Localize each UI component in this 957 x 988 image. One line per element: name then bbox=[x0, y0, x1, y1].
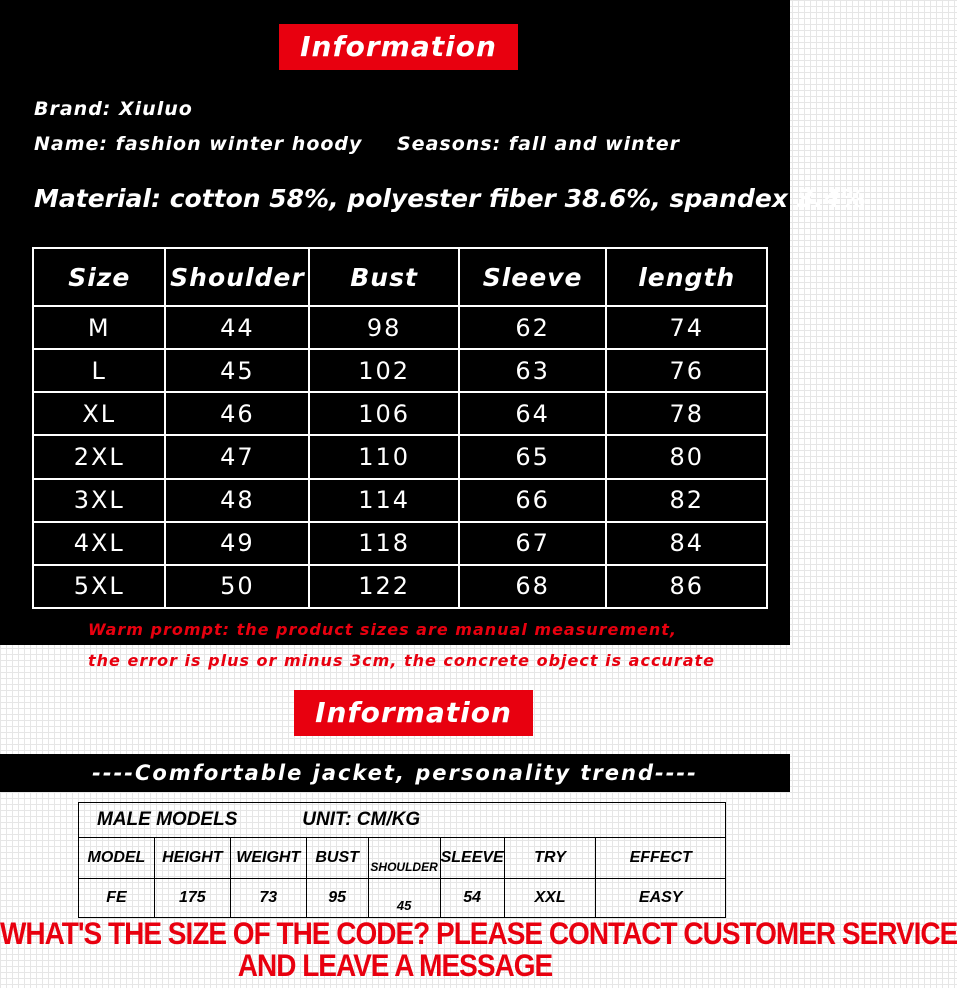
size-cell: 3XL bbox=[33, 479, 165, 522]
size-chart-header-row bbox=[33, 248, 767, 306]
length-cell: 80 bbox=[606, 435, 767, 478]
col-sleeve: SLEEVE bbox=[440, 838, 504, 879]
models-header-row bbox=[79, 838, 726, 879]
table-row bbox=[33, 435, 767, 478]
sleeve-value: 54 bbox=[440, 879, 504, 918]
information-banner-top: Information bbox=[279, 24, 518, 70]
table-row bbox=[33, 306, 767, 349]
male-models-table bbox=[78, 802, 726, 918]
header-sleeve: Sleeve bbox=[459, 248, 607, 306]
sleeve-cell: 68 bbox=[459, 565, 607, 608]
length-cell: 82 bbox=[606, 479, 767, 522]
weight-value: 73 bbox=[230, 879, 306, 918]
table-row bbox=[33, 479, 767, 522]
shoulder-cell: 44 bbox=[165, 306, 309, 349]
size-cell: L bbox=[33, 349, 165, 392]
size-cell: XL bbox=[33, 392, 165, 435]
length-cell: 84 bbox=[606, 522, 767, 565]
col-try: TRY bbox=[504, 838, 596, 879]
material-text: Material: cotton 58%, polyester fiber 38.6%, spandex 3.4% bbox=[34, 184, 866, 213]
table-row bbox=[33, 565, 767, 608]
col-weight: WEIGHT bbox=[230, 838, 306, 879]
length-cell: 74 bbox=[606, 306, 767, 349]
col-bust: BUST bbox=[306, 838, 368, 879]
table-row bbox=[79, 879, 726, 918]
bust-cell: 110 bbox=[309, 435, 458, 478]
size-cell: 5XL bbox=[33, 565, 165, 608]
sleeve-cell: 63 bbox=[459, 349, 607, 392]
shoulder-cell: 49 bbox=[165, 522, 309, 565]
brand-text: Brand: Xiuluo bbox=[34, 98, 193, 120]
models-title: MALE MODELS bbox=[97, 809, 238, 830]
header-bust: Bust bbox=[309, 248, 458, 306]
bust-cell: 118 bbox=[309, 522, 458, 565]
try-value: XXL bbox=[504, 879, 596, 918]
effect-value: EASY bbox=[596, 879, 726, 918]
seasons-text: Seasons: fall and winter bbox=[397, 133, 681, 155]
sleeve-cell: 66 bbox=[459, 479, 607, 522]
model-value: FE bbox=[79, 879, 155, 918]
size-chart-table bbox=[32, 247, 768, 609]
col-effect: EFFECT bbox=[596, 838, 726, 879]
shoulder-cell: 46 bbox=[165, 392, 309, 435]
product-name-text: Name: fashion winter hoody bbox=[34, 133, 363, 155]
col-model: MODEL bbox=[79, 838, 155, 879]
sleeve-cell: 65 bbox=[459, 435, 607, 478]
contact-cta-line-1: WHAT'S THE SIZE OF THE CODE? PLEASE CONTACT CUSTOMER SERVICE bbox=[0, 916, 957, 951]
height-value: 175 bbox=[154, 879, 230, 918]
bust-cell: 114 bbox=[309, 479, 458, 522]
length-cell: 78 bbox=[606, 392, 767, 435]
header-size: Size bbox=[33, 248, 165, 306]
models-unit: UNIT: CM/KG bbox=[302, 809, 421, 830]
sleeve-cell: 64 bbox=[459, 392, 607, 435]
models-title-cell bbox=[79, 803, 726, 838]
contact-cta-line-2: AND LEAVE A MESSAGE bbox=[237, 948, 553, 983]
shoulder-cell: 45 bbox=[165, 349, 309, 392]
size-cell: 2XL bbox=[33, 435, 165, 478]
shoulder-value: 45 bbox=[368, 879, 440, 918]
shoulder-cell: 50 bbox=[165, 565, 309, 608]
warm-prompt-line-1: Warm prompt: the product sizes are manual measurement, bbox=[88, 620, 678, 639]
header-length: length bbox=[606, 248, 767, 306]
size-cell: 4XL bbox=[33, 522, 165, 565]
sleeve-cell: 62 bbox=[459, 306, 607, 349]
bust-cell: 122 bbox=[309, 565, 458, 608]
bust-cell: 102 bbox=[309, 349, 458, 392]
table-row bbox=[33, 522, 767, 565]
col-shoulder: SHOULDER bbox=[368, 838, 440, 879]
models-table-title-row bbox=[79, 803, 726, 838]
table-row bbox=[33, 349, 767, 392]
warm-prompt-line-2: the error is plus or minus 3cm, the concrete object is accurate bbox=[88, 651, 715, 670]
length-cell: 86 bbox=[606, 565, 767, 608]
bust-value: 95 bbox=[306, 879, 368, 918]
shoulder-cell: 48 bbox=[165, 479, 309, 522]
length-cell: 76 bbox=[606, 349, 767, 392]
bust-cell: 106 bbox=[309, 392, 458, 435]
col-height: HEIGHT bbox=[154, 838, 230, 879]
header-shoulder: Shoulder bbox=[165, 248, 309, 306]
table-row bbox=[33, 392, 767, 435]
information-banner-bottom: Information bbox=[294, 690, 533, 736]
size-cell: M bbox=[33, 306, 165, 349]
sleeve-cell: 67 bbox=[459, 522, 607, 565]
bust-cell: 98 bbox=[309, 306, 458, 349]
shoulder-cell: 47 bbox=[165, 435, 309, 478]
tagline-band: ----Comfortable jacket, personality trend---- bbox=[0, 754, 790, 792]
